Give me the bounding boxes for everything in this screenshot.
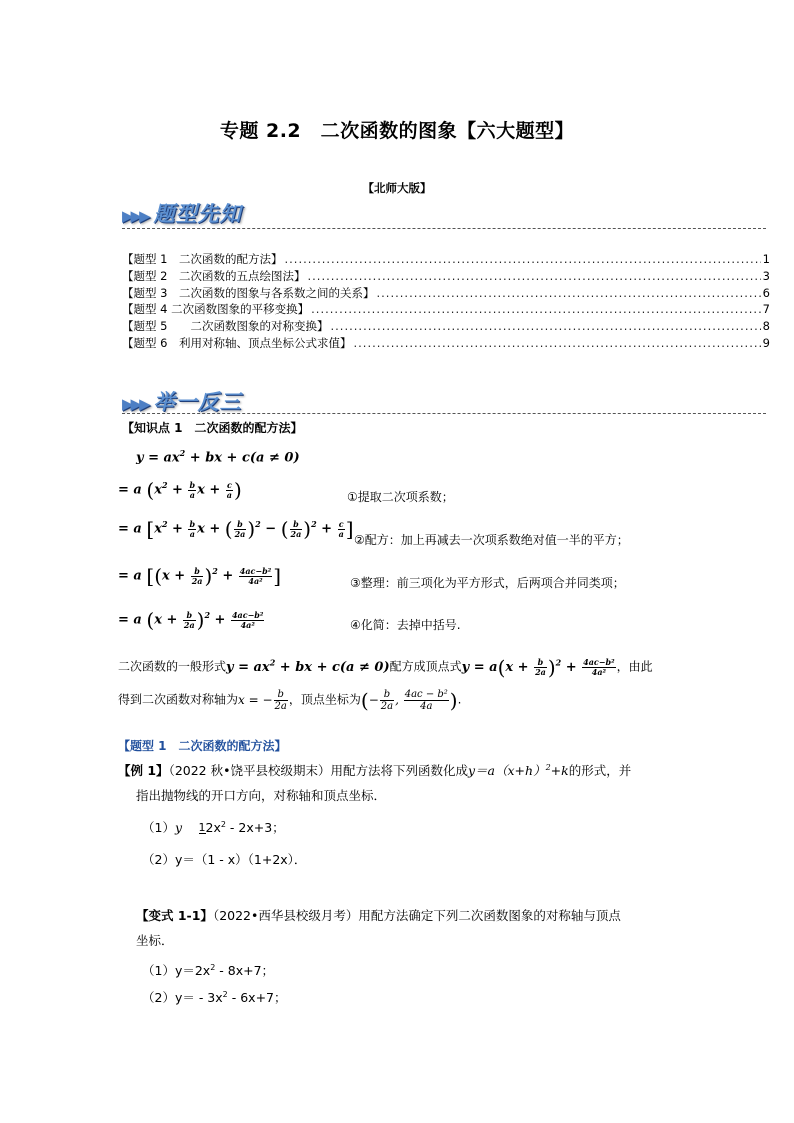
toc-item-4[interactable]: 【题型 4 二次函数图象的平移变换】 ..... 7 — [122, 301, 770, 318]
section-banner-examples — [122, 386, 242, 416]
page-title: 专题 2.2 二次函数的图象【六大题型】 — [219, 120, 575, 142]
triple-arrow-icon: ▶▶▶ — [122, 395, 148, 413]
section-banner-preview — [122, 198, 242, 228]
banner-text: 举一反三 — [153, 389, 242, 414]
step-note-3: ③整理：前三项化为平方形式，后两项合并同类项； — [350, 576, 625, 590]
variant-1-1-item-1: $(1)y=2x^2 - 8x+7$； — [142, 962, 275, 978]
toc-item-5[interactable]: 【题型 5 二次函数图象的对称变换】 ..... 8 — [122, 318, 770, 335]
vertex-form-line-2: 得到二次函数对称轴为x = − $\frac{b}{2a}$ ，顶点坐标为(− $\frac{b}{2a}$ , $\frac{\text{4ac − b²}}{4a}$ ). — [118, 688, 462, 712]
divider — [122, 228, 766, 229]
example-1-item-2: （2）y＝（1 - x）（1+2x）． — [142, 852, 307, 867]
table-of-contents — [122, 251, 770, 352]
toc-item-6[interactable]: 【题型 6 利用对称轴、顶点坐标公式求值】 ..... 9 — [122, 335, 770, 352]
variant-1-1-item-2: $(2)y= - 3x^2 - 6x+7$； — [142, 989, 287, 1005]
example-1-line-2: 指出抛物线的开口方向，对称轴和顶点坐标． — [136, 788, 387, 803]
example-1: 【例 1】（2022 秋•饶平县校级期末）用配方法将下列函数化成$y=a(x+h)^2+k$的形式，并 — [118, 762, 632, 778]
variant-1-1: 【变式 1-1】（2022•西华县校级月考）用配方法确定下列二次函数图象的对称轴与顶点 — [136, 908, 621, 923]
variant-1-1-line-2: 坐标． — [136, 933, 174, 948]
edition-label: 【北师大版】 — [362, 181, 432, 195]
formula-step-1: = a ($x^2$ + $\frac{b}{a}$ x + $\frac{c}{a}$ ) — [118, 478, 242, 502]
step-note-1: ①提取二次项系数； — [347, 490, 454, 504]
toc-item-3[interactable]: 【题型 3 二次函数的图象与各系数之间的关系】 ..... 6 — [122, 285, 770, 302]
example-1-item-1: （1）y 1 $2x^2 - 2x+3$； — [142, 819, 285, 835]
triple-arrow-icon: ▶▶▶ — [122, 207, 148, 225]
section-heading-type-1: 【题型 1 二次函数的配方法】 — [118, 739, 287, 753]
knowledge-heading: 【知识点 1 二次函数的配方法】 — [122, 421, 303, 435]
formula-step-4: = a (x + $\frac{b}{2a}$ )$^2$ + $\frac{\text{4ac−b²}}{\text{4a²}}$ — [118, 608, 264, 632]
formula-general: $y = ax^2$ + bx + c(a ≠ 0) — [136, 448, 300, 466]
formula-step-3: = a [(x + $\frac{b}{2a}$ )$^2$ + $\frac{\text{4ac−b²}}{\text{4a²}}$ ] — [118, 564, 282, 588]
formula-step-2: = a [$x^2$ + $\frac{b}{a}$ x + ( $\frac{b}{2a}$ )$^2$ − ( $\frac{b}{2a}$ )$^2$ + $\frac{c}{a}$ ] — [118, 517, 354, 541]
step-note-4: ④化简：去掉中括号. — [350, 618, 461, 632]
divider — [122, 413, 766, 414]
banner-text: 题型先知 — [153, 201, 242, 226]
step-note-2: ②配方：加上再减去一次项系数绝对值一半的平方； — [354, 533, 629, 547]
vertex-form-line-1: 二次函数的一般形式$y = ax^2$ + bx + c(a ≠ 0)配方成顶点式y = a(x + $\frac{b}{2a}$ )$^2$ + $\frac{\text{4ac−b²}}{\text{4a²}}$ ，由此 — [118, 655, 653, 679]
toc-item-1[interactable]: 【题型 1 二次函数的配方法】 ..... 1 — [122, 251, 770, 268]
toc-item-2[interactable]: 【题型 2 二次函数的五点绘图法】 ..... 3 — [122, 268, 770, 285]
